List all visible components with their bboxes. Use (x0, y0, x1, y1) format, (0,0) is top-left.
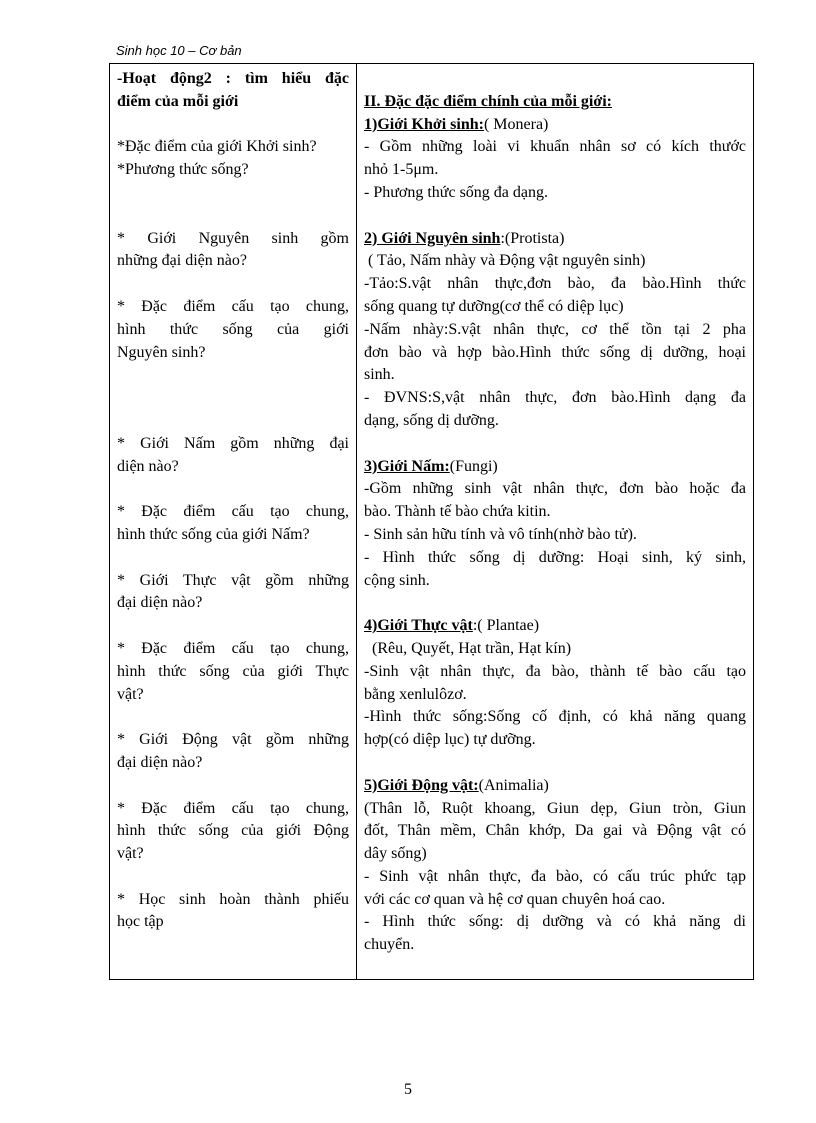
activity-title: điểm của mỗi giới (117, 92, 239, 110)
protista-text: -Tảo:S.vật nhân thực,đơn bào, đa bào.Hình thức (364, 275, 746, 293)
protista-text: sống quang tự dưỡng(cơ thể có diệp lục) (364, 297, 624, 315)
question-animal-representatives: đại diện nào? (117, 753, 203, 771)
animal-text: dây sống) (364, 845, 427, 863)
question-plant-features: vật? (117, 685, 144, 703)
protista-latin: :(Protista) (500, 229, 565, 247)
column-divider (356, 64, 357, 979)
protista-text: đơn bào và hợp bào.Hình thức sống dị dưỡng, hoại (364, 343, 746, 361)
question-monera: *Phương thức sống? (117, 161, 249, 179)
animal-text: với các cơ quan và hệ cơ quan chuyên hoá cao. (364, 890, 666, 908)
plant-text: (Rêu, Quyết, Hạt trần, Hạt kín) (364, 639, 572, 657)
animal-text: (Thân lỗ, Ruột khoang, Giun dẹp, Giun tròn, Giun (364, 799, 746, 817)
worksheet-instruction: học tập (117, 913, 164, 931)
question-protista-features: * Đặc điểm cấu tạo chung, (117, 297, 349, 315)
animal-heading (364, 775, 746, 798)
plant-latin: :( Plantae) (472, 617, 540, 635)
question-animal-features: vật? (117, 845, 144, 863)
protista-heading-label: 2) Giới Nguyên sinh (364, 229, 501, 247)
protista-text: -Nấm nhày:S.vật nhân thực, cơ thể tồn tại 2 pha (364, 320, 746, 338)
question-fungi-features: hình thức sống của giới Nấm? (117, 525, 310, 543)
question-animal-representatives: * Giới Động vật gồm những (117, 731, 349, 749)
animal-heading-label: 5)Giới Động vật: (364, 776, 479, 794)
fungi-text: - Hình thức sống dị dưỡng: Hoại sinh, ký sinh, (364, 548, 746, 566)
question-fungi-representatives: diện nào? (117, 457, 179, 475)
monera-text: - Phương thức sống đa dạng. (364, 183, 549, 201)
animal-text: chuyển. (364, 936, 415, 954)
monera-heading (364, 114, 746, 137)
content-column (364, 68, 746, 957)
animal-latin: (Animalia) (478, 776, 549, 794)
activity-title: -Hoạt động2 : tìm hiểu đặc (117, 70, 349, 87)
question-protista-representatives: những đại diện nào? (117, 252, 247, 270)
protista-text: ( Tảo, Nấm nhày và Động vật nguyên sinh) (364, 252, 646, 270)
page-number: 5 (404, 1081, 412, 1098)
plant-heading-label: 4)Giới Thực vật (364, 617, 473, 635)
protista-heading (364, 228, 746, 251)
plant-text: -Sinh vật nhân thực, đa bào, thành tế bào cấu tạo (364, 662, 746, 680)
question-fungi-features: * Đặc điểm cấu tạo chung, (117, 503, 349, 521)
plant-text: -Hình thức sống:Sống cố định, có khả năng quang (364, 708, 746, 726)
protista-text: - ĐVNS:S,vật nhân thực, đơn bào.Hình dạng đa (364, 389, 746, 407)
plant-heading (364, 615, 746, 638)
fungi-text: bào. Thành tế bào chứa kitin. (364, 503, 551, 521)
animal-text: - Hình thức sống: dị dưỡng và có khả năng di (364, 913, 746, 931)
question-plant-representatives: đại diện nào? (117, 594, 203, 612)
fungi-text: - Sinh sản hữu tính và vô tính(nhờ bào tử). (364, 525, 637, 543)
monera-text: - Gồm những loài vi khuẩn nhân sơ có kích thước (364, 138, 746, 156)
protista-text: dạng, sống dị dưỡng. (364, 411, 499, 429)
question-monera: *Đặc điểm của giới Khởi sinh? (117, 138, 317, 156)
question-fungi-representatives: * Giới Nấm gồm những đại (117, 434, 349, 452)
protista-text: sinh. (364, 366, 395, 384)
question-plant-features: * Đặc điểm cấu tạo chung, (117, 639, 349, 657)
plant-text: hợp(có diệp lục) tự dưỡng. (364, 731, 536, 749)
plant-text: bằng xenlulôzơ. (364, 685, 467, 703)
content-table (109, 63, 754, 980)
monera-latin: ( Monera) (483, 115, 549, 133)
monera-heading-label: 1)Giới Khởi sinh: (364, 115, 484, 133)
animal-text: - Sinh vật nhân thực, đa bào, có cấu trúc phức tạp (364, 867, 746, 885)
activity-column (117, 68, 349, 934)
fungi-latin: (Fungi) (449, 457, 498, 475)
question-protista-features: Nguyên sinh? (117, 343, 206, 361)
question-protista-representatives: * Giới Nguyên sinh gồm (117, 229, 349, 247)
monera-text: nhỏ 1-5μm. (364, 161, 439, 179)
fungi-text: -Gồm những sinh vật nhân thực, đơn bào hoặc đa (364, 480, 746, 498)
question-plant-representatives: * Giới Thực vật gồm những (117, 571, 349, 589)
section-title: II. Đặc đặc điểm chính của mỗi giới: (364, 92, 612, 110)
question-protista-features: hình thức sống của giới (117, 320, 349, 338)
animal-text: đốt, Thân mềm, Chân khớp, Da gai và Động vật có (364, 822, 746, 840)
worksheet-instruction: * Học sinh hoàn thành phiếu (117, 890, 349, 908)
page-header: Sinh học 10 – Cơ bản (116, 43, 242, 58)
question-animal-features: * Đặc điểm cấu tạo chung, (117, 799, 349, 817)
fungi-heading-label: 3)Giới Nấm: (364, 457, 450, 475)
fungi-heading (364, 456, 746, 479)
fungi-text: cộng sinh. (364, 571, 430, 589)
question-plant-features: hình thức sống của giới Thực (117, 662, 349, 680)
question-animal-features: hình thức sống của giới Động (117, 822, 349, 840)
